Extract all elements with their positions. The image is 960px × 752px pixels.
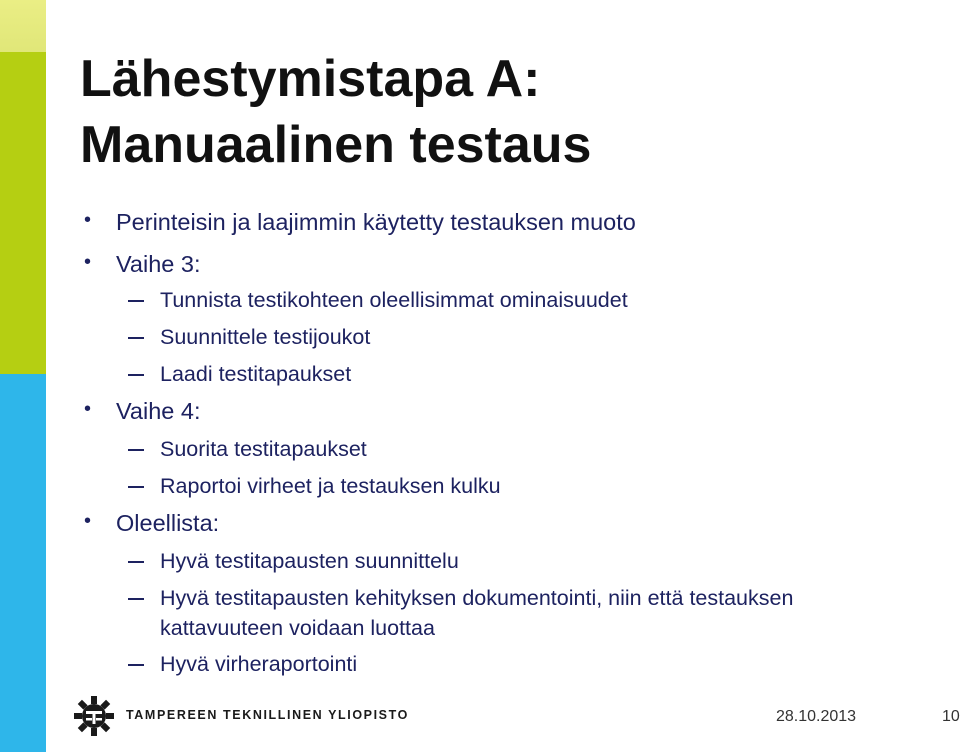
accent-bar-blue bbox=[0, 374, 46, 752]
bullet-icon: • bbox=[84, 510, 92, 532]
bullet-item: Perinteisin ja laajimmin käytetty testauksen muoto bbox=[116, 209, 636, 235]
dash-icon bbox=[128, 300, 144, 302]
title-line-1: Lähestymistapa A: bbox=[80, 50, 541, 108]
footer-date: 28.10.2013 bbox=[776, 708, 857, 725]
sub-item-continuation: kattavuuteen voidaan luottaa bbox=[160, 616, 435, 640]
page-number: 10 bbox=[942, 708, 960, 725]
bullet-item: Oleellista: bbox=[116, 510, 220, 536]
sub-item: Suorita testitapaukset bbox=[160, 437, 367, 461]
sub-item: Hyvä testitapausten kehityksen dokumentointi, niin että testauksen bbox=[160, 586, 794, 610]
sub-item: Hyvä virheraportointi bbox=[160, 652, 358, 676]
dash-icon bbox=[128, 449, 144, 451]
dash-icon bbox=[128, 561, 144, 563]
accent-bar-green bbox=[0, 52, 46, 374]
dash-icon bbox=[128, 337, 144, 339]
bullet-item: Vaihe 3: bbox=[116, 251, 201, 277]
dash-icon bbox=[128, 374, 144, 376]
bullet-item: Vaihe 4: bbox=[116, 398, 201, 424]
sub-item: Suunnittele testijoukot bbox=[160, 325, 371, 349]
gear-logo-icon bbox=[72, 694, 116, 738]
sub-item: Raportoi virheet ja testauksen kulku bbox=[160, 474, 501, 498]
sub-item: Hyvä testitapausten suunnittelu bbox=[160, 549, 459, 573]
dash-icon bbox=[128, 598, 144, 600]
slide-title bbox=[80, 46, 940, 178]
title-line-2: Manuaalinen testaus bbox=[80, 116, 592, 174]
bullet-icon: • bbox=[84, 209, 92, 231]
sub-item: Laadi testitapaukset bbox=[160, 362, 352, 386]
bullet-icon: • bbox=[84, 398, 92, 420]
sub-item: Tunnista testikohteen oleellisimmat ominaisuudet bbox=[160, 288, 628, 312]
dash-icon bbox=[128, 486, 144, 488]
bullet-icon: • bbox=[84, 251, 92, 273]
organization-name: TAMPEREEN TEKNILLINEN YLIOPISTO bbox=[126, 708, 409, 722]
accent-bar-top bbox=[0, 0, 46, 52]
dash-icon bbox=[128, 664, 144, 666]
